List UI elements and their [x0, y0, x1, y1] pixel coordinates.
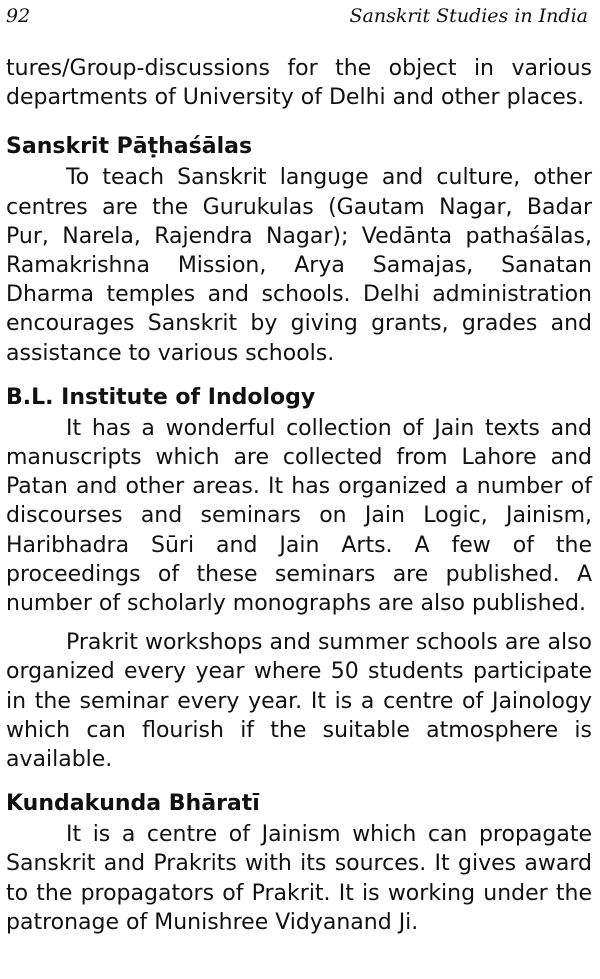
section-paragraph-institute-1: It has a wonderful collection of Jain texts and manuscripts which are collected from Lahore and Patan and other areas. It has organized a number of discourses and seminars on Jain Logic, Jainism, Haribhadra Sūri and Jain Arts. A few of the proceedings of these seminars are published. A number of scholarly monographs are also published.	[6, 415, 592, 617]
spacer	[6, 774, 592, 789]
spacer	[6, 618, 592, 628]
section-heading-bharati: Kundakunda Bhāratī	[6, 791, 260, 817]
body-text	[6, 54, 592, 937]
section-heading-institute: B.L. Institute of Indology	[6, 384, 316, 410]
section-heading-pathasalas: Sanskrit Pāṭhaśālas	[6, 134, 253, 160]
running-header	[6, 4, 594, 28]
section-paragraph-institute-2: Prakrit workshops and summer schools are also organized every year where 50 students participate in the seminar every year. It is a centre of Jainology which can flourish if the suitable atmosphere is available.	[6, 630, 592, 773]
intro-paragraph: tures/Group-discussions for the object in various departments of University of Delhi and other places.	[6, 56, 592, 111]
spacer	[6, 368, 592, 383]
page-number: 92	[6, 5, 31, 27]
section-paragraph-pathasalas: To teach Sanskrit languge and culture, other centres are the Gurukulas (Gautam Nagar, Badar Pur, Narela, Rajendra Nagar); Vedānta pathaśālas, Ramakrishna Mission, Arya Samajas, Sanatan Dharma temples and schools. Delhi administration encourages Sanskrit by giving grants, grades and assistance to various schools.	[6, 165, 592, 366]
book-title: Sanskrit Studies in India	[349, 5, 588, 27]
section-paragraph-bharati: It is a centre of Jainism which can propagate Sanskrit and Prakrits with its sources. It gives award to the propagators of Prakrit. It is working under the patronage of Munishree Vidyanand Ji.	[6, 822, 592, 935]
